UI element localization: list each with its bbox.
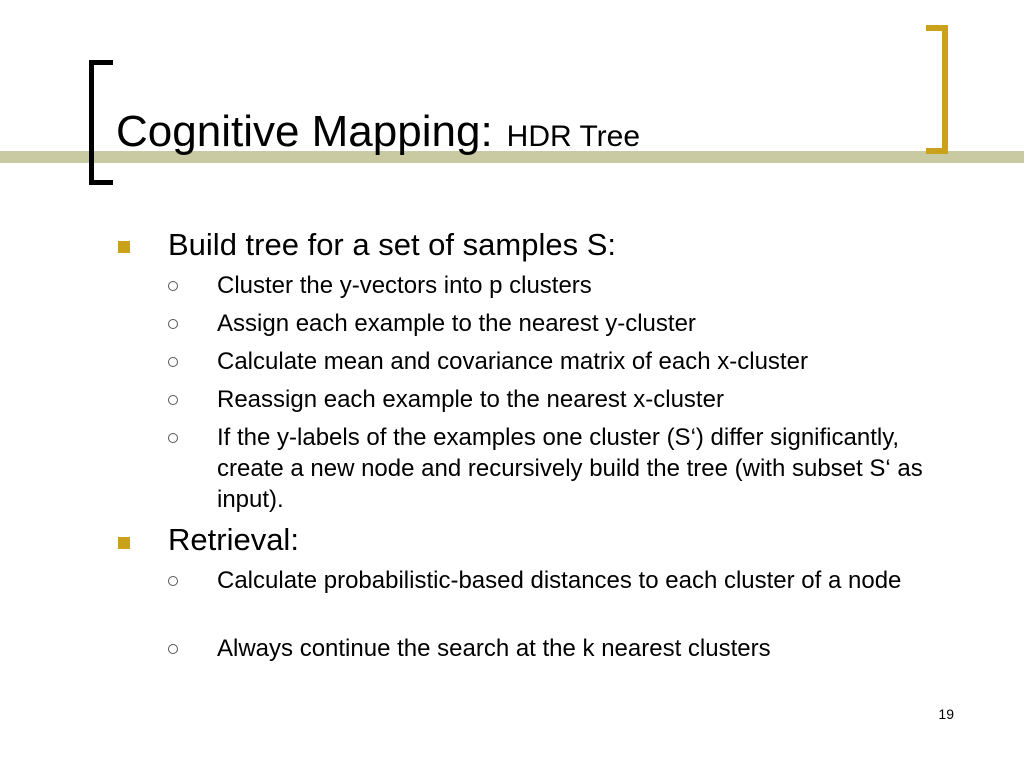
square-bullet-icon xyxy=(118,241,130,253)
sub-bullet-item: Calculate probabilistic-based distances to each cluster of a node xyxy=(217,567,902,594)
sub-bullet-item: Cluster the y-vectors into p clusters xyxy=(217,272,592,299)
square-bullet-icon xyxy=(118,537,130,549)
sub-bullet-item: Always continue the search at the k nearest clusters xyxy=(217,635,771,662)
circle-bullet-icon xyxy=(168,433,178,443)
circle-bullet-icon xyxy=(168,644,178,654)
circle-bullet-icon xyxy=(168,319,178,329)
bullet-item: Build tree for a set of samples S: xyxy=(168,227,616,262)
bullet-item: Retrieval: xyxy=(168,522,299,557)
circle-bullet-icon xyxy=(168,576,178,586)
title-sub: HDR Tree xyxy=(506,120,641,153)
circle-bullet-icon xyxy=(168,281,178,291)
sub-bullet-item: Reassign each example to the nearest x-cluster xyxy=(217,386,724,413)
sub-bullet-item: Calculate mean and covariance matrix of each x-cluster xyxy=(217,348,808,375)
title-main: Cognitive Mapping: xyxy=(116,107,493,156)
page-number: 19 xyxy=(938,706,954,722)
sub-bullet-item: Assign each example to the nearest y-cluster xyxy=(217,310,696,337)
circle-bullet-icon xyxy=(168,357,178,367)
sub-bullet-item: If the y-labels of the examples one cluster (S‘) differ significantly, create a new node and recursively build the tree (with subset S‘ as input). xyxy=(217,424,923,513)
circle-bullet-icon xyxy=(168,395,178,405)
